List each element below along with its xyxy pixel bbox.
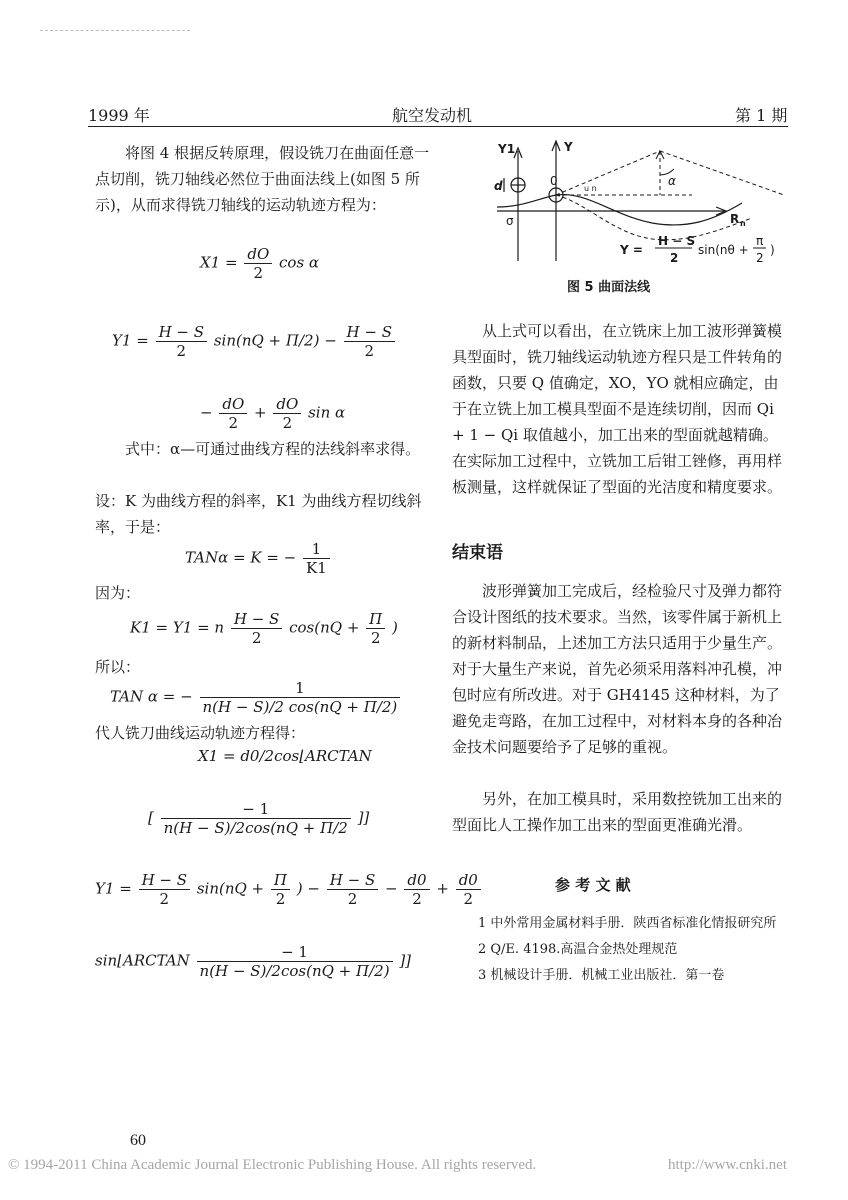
fig-eq-tail: ) xyxy=(770,243,775,257)
eq-text: − xyxy=(385,879,398,898)
header-year: 1999 年 xyxy=(88,106,150,125)
eq-fraction: $\frac{d0}{2}$ xyxy=(456,871,481,908)
label-origin: 0 xyxy=(550,174,558,188)
fig-eq-num: H − S xyxy=(658,234,696,248)
eq-text: sin⌊ARCTAN xyxy=(95,951,190,970)
right-paragraph-3: 另外，在加工模具时，采用数控铣加工出来的型面比人工操作加工出来的型面更准确光滑。 xyxy=(452,790,783,834)
left-paragraph-6: 代人铣刀曲线运动轨迹方程得： xyxy=(95,724,306,742)
eq-fraction: $\frac{d0}{2}$ xyxy=(404,871,429,908)
equation-x1 xyxy=(200,245,319,282)
label-r-sub: n xyxy=(740,219,746,228)
eq-fraction: $\frac{dO}{2}$ xyxy=(244,245,272,282)
left-paragraph-4: 因为： xyxy=(95,584,141,602)
eq-text: Y1 = xyxy=(95,879,132,898)
left-paragraph-5: 所以： xyxy=(95,658,141,676)
right-paragraph-2: 波形弹簧加工完成后，经检验尺寸及弹力都符合设计图纸的技术要求。当然，该零件属于新机上的新材料制品，上述加工方法只适用于少量生产。对于大量生产来说，首先必须采用落料冲孔模，冲包时应有所改进。对于 GH4145 这种材料，为了避免走弯路，在加工过程中，对材料本身的各种冶金技术问题要给予了足够的重视。 xyxy=(452,582,783,756)
eq-text: ) − xyxy=(296,879,320,898)
eq-fraction: $\frac{H - S}{2}$ xyxy=(344,323,395,360)
eq-text: − xyxy=(200,403,213,422)
eq-text: cos(nQ + xyxy=(289,618,360,637)
eq-text: TAN α = − xyxy=(110,687,193,706)
reference-item: 2 Q/E. 4198.高温合金热处理规范 xyxy=(478,942,678,957)
label-sigma: σ xyxy=(506,214,514,228)
eq-fraction: $\frac{- 1}{n(H - S)/2\cos(nQ + \Pi/2)}$ xyxy=(197,943,393,980)
eq-text: K1 = Y1 = n xyxy=(130,618,225,637)
label-r: R xyxy=(730,212,740,226)
eq-text: ) xyxy=(392,618,398,637)
eq-text: cos α xyxy=(279,253,320,272)
equation-x1-bracket xyxy=(148,800,369,837)
eq-fraction: $\frac{dO}{2}$ xyxy=(219,395,247,432)
eq-fraction: $\frac{\Pi}{2}$ xyxy=(271,871,290,908)
equation-tan-alpha xyxy=(110,679,402,716)
references-list xyxy=(452,911,790,989)
eq-fraction: $\frac{1}{n(H - S)/2 \cos(nQ + \Pi/2)}$ xyxy=(200,679,401,716)
equation-k1 xyxy=(130,610,398,647)
fig-eq-pnum: π xyxy=(756,234,764,248)
eq-text: sin(nQ + xyxy=(196,879,265,898)
figure-5-caption: 图 5 曲面法线 xyxy=(567,280,651,295)
reference-item: 3 机械设计手册．机械工业出版社．第一卷 xyxy=(478,968,725,983)
eq-fraction: $\frac{H - S}{2}$ xyxy=(231,610,282,647)
eq-fraction: $\frac{- 1}{n(H - S)/2\cos(nQ + \Pi/2}$ xyxy=(161,800,351,837)
equation-y1-sin xyxy=(95,943,411,980)
left-paragraph-3: 设：K 为曲线方程的斜率，K1 为曲线方程切线斜率，于是： xyxy=(95,492,422,536)
figure-5-diagram xyxy=(492,133,792,273)
header-issue: 第 1 期 xyxy=(735,106,788,125)
eq-fraction: $\frac{1}{K1}$ xyxy=(303,540,330,577)
right-paragraph-1: 从上式可以看出，在立铣床上加工波形弹簧模具型面时，铣刀轴线运动轨迹方程只是工件转角的函数，只要 Q 值确定，XO，YO 就相应确定，由于在立铣上加工模具型面不是连续切削，因而 Qi + 1 − Qi 取值越小，加工出来的型面就越精确。在实际加工过程中，立铣加工后钳工锉修，再用样板测量，这样就保证了型面的光洁度和精度要求。 xyxy=(452,322,783,496)
eq-fraction: $\frac{H - S}{2}$ xyxy=(327,871,378,908)
footer-url[interactable]: http://www.cnki.net xyxy=(668,1157,788,1173)
equation-y1 xyxy=(112,323,397,360)
dashed-curve xyxy=(556,195,752,240)
eq-text: ]] xyxy=(399,951,412,970)
label-small: u n xyxy=(584,184,597,193)
eq-text: sin(nQ + Π/2) − xyxy=(213,331,337,350)
eq-text: + xyxy=(436,879,449,898)
scan-mark xyxy=(40,30,190,31)
equation-y1-sub xyxy=(95,871,483,908)
eq-fraction: $\frac{dO}{2}$ xyxy=(273,395,301,432)
section-heading-conclusion: 结束语 xyxy=(452,543,503,563)
equation-y1-cont xyxy=(200,395,345,432)
label-y1: Y1 xyxy=(498,142,516,156)
eq-text: [ xyxy=(148,808,154,827)
fig-eq-pden: 2 xyxy=(756,251,764,265)
footer-copyright: © 1994-2011 China Academic Journal Electronic Publishing House. All rights reserved. xyxy=(8,1157,537,1173)
label-alpha: α xyxy=(668,174,676,188)
equation-x1-sub: X1 = d0/2cos⌊ARCTAN xyxy=(198,747,372,765)
references-title: 参 考 文 献 xyxy=(555,876,631,894)
surface-curve xyxy=(497,195,742,225)
equation-tan-k xyxy=(185,540,332,577)
eq-text: Y1 = xyxy=(112,331,149,350)
fig-eq-mid: sin(nθ + xyxy=(698,243,749,257)
eq-fraction: $\frac{H - S}{2}$ xyxy=(139,871,190,908)
eq-text: TANα = K = − xyxy=(185,548,297,567)
eq-text: X1 = xyxy=(200,253,238,272)
header-rule xyxy=(88,126,788,127)
eq-text: sin α xyxy=(308,403,346,422)
eq-fraction: $\frac{H - S}{2}$ xyxy=(156,323,207,360)
label-y: Y xyxy=(564,140,573,154)
page-number: 60 xyxy=(130,1132,146,1149)
label-d: d xyxy=(494,179,503,193)
normal-line-upper xyxy=(556,151,660,195)
fig-eq-den: 2 xyxy=(670,251,679,265)
left-paragraph-1: 将图 4 根据反转原理，假设铣刀在曲面任意一点切削，铣刀轴线必然位于曲面法线上(如图 5 所示)，从而求得铣刀轴线的运动轨迹方程为： xyxy=(95,144,430,214)
eq-text: ]] xyxy=(357,808,370,827)
eq-text: + xyxy=(254,403,267,422)
left-paragraph-2: 式中：α—可通过曲线方程的法线斜率求得。 xyxy=(125,440,421,458)
reference-item: 1 中外常用金属材料手册．陕西省标准化情报研究所 xyxy=(478,916,777,931)
eq-fraction: $\frac{\Pi}{2}$ xyxy=(366,610,385,647)
fig-eq-lhs: Y = xyxy=(620,243,643,257)
header-journal: 航空发动机 xyxy=(392,106,473,125)
normal-extension xyxy=(660,151,784,195)
